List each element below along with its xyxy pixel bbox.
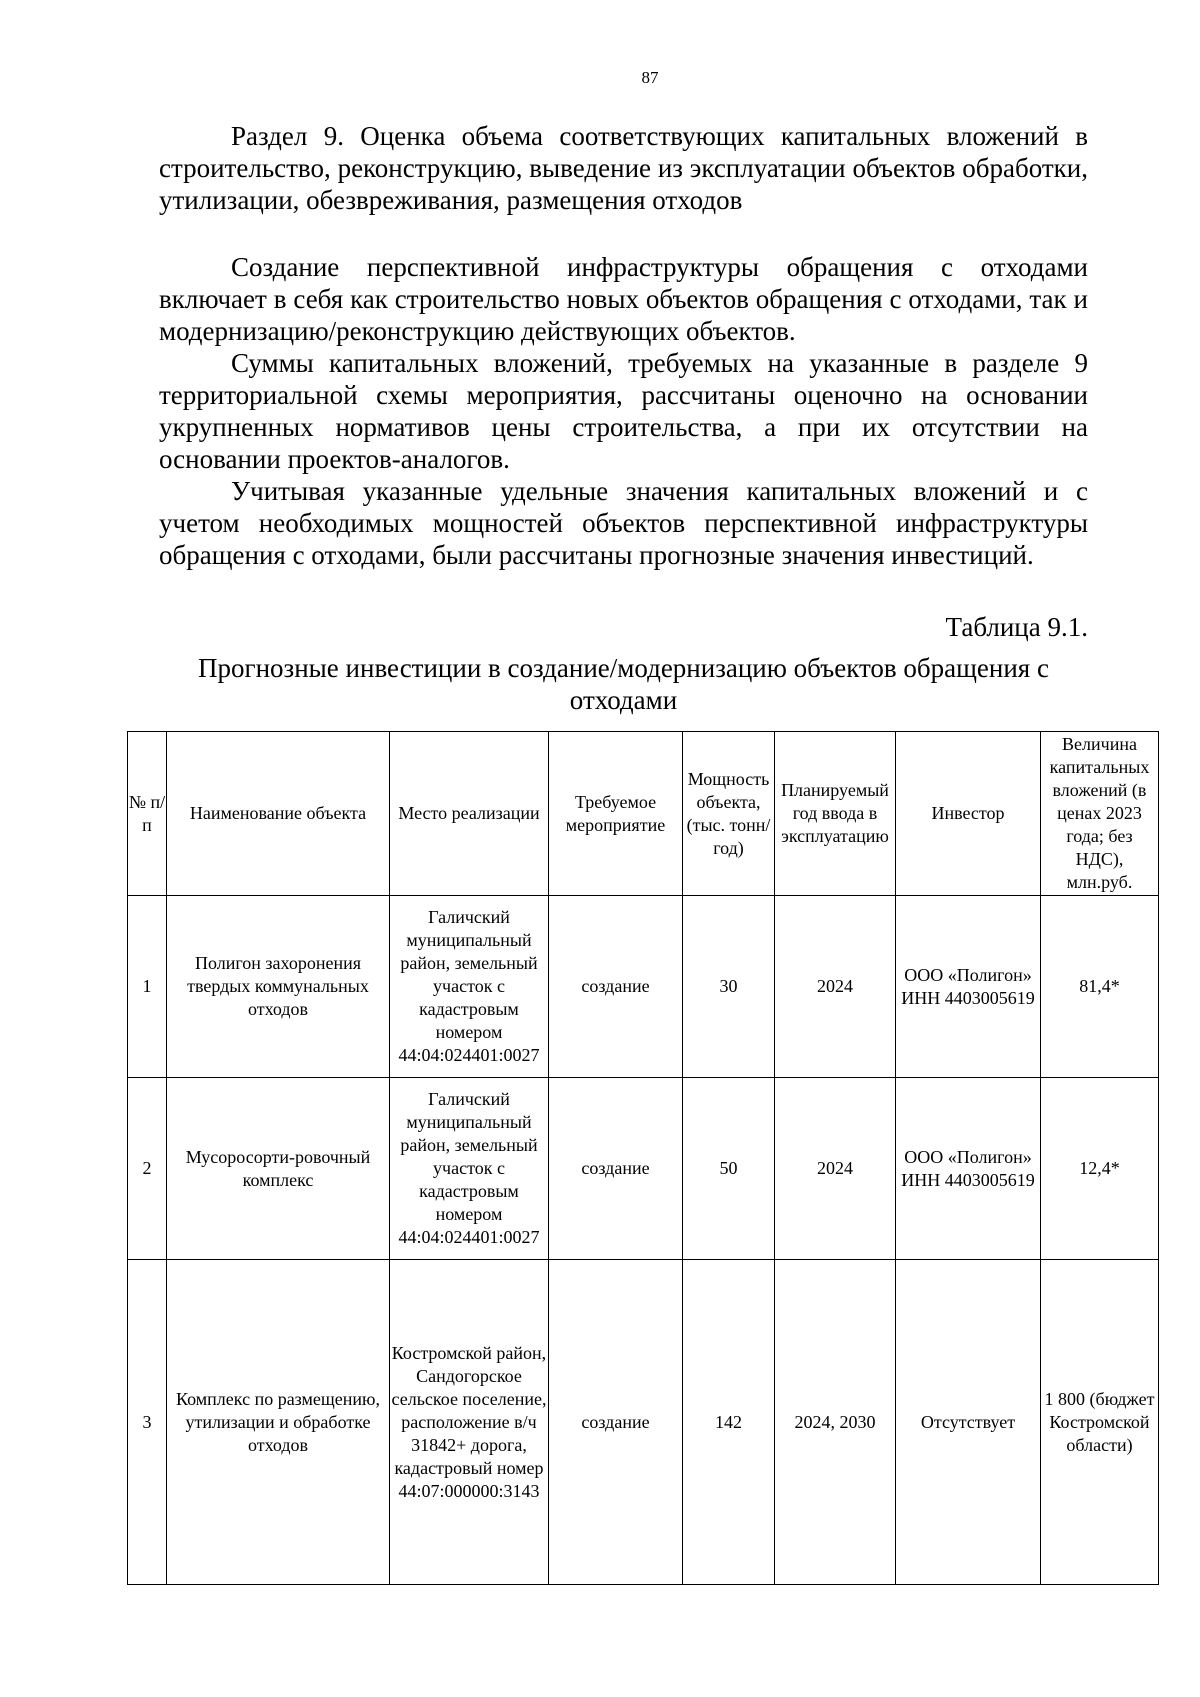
header-amount: Величина капитальных вложений (в ценах 2023 года; без НДС), млн.руб. [1041, 732, 1159, 896]
paragraph-1: Создание перспективной инфраструктуры обращения с отходами включает в себя как строительство новых объектов обращения с отходами, так и модернизацию/реконструкцию действующих объектов. [159, 252, 1088, 346]
cell-amount: 81,4* [1041, 896, 1159, 1078]
cell-amount: 12,4* [1041, 1078, 1159, 1260]
paragraph-3: Учитывая указанные удельные значения капитальных вложений и с учетом необходимых мощностей объектов перспективной инфраструктуры обращения с отходами, были рассчитаны прогнозные значения инвестиций. [159, 476, 1088, 570]
cell-investor: Отсутствует [896, 1260, 1041, 1585]
paragraph-2: Суммы капитальных вложений, требуемых на указанные в разделе 9 территориальной схемы мероприятия, рассчитаны оценочно на основании укрупненных нормативов цены строительства, а при их отсутствии на основании проектов-аналогов. [159, 348, 1088, 474]
table-row [128, 896, 1159, 1078]
table-header-row [128, 732, 1159, 896]
table-row [128, 1260, 1159, 1585]
cell-year: 2024 [775, 1078, 896, 1260]
cell-investor: ООО «Полигон» ИНН 4403005619 [896, 896, 1041, 1078]
header-num: № п/п [128, 732, 167, 896]
cell-investor: ООО «Полигон» ИНН 4403005619 [896, 1078, 1041, 1260]
page-number: 87 [641, 68, 659, 87]
cell-year: 2024, 2030 [775, 1260, 896, 1585]
cell-measure: создание [549, 1078, 683, 1260]
cell-capacity: 142 [683, 1260, 775, 1585]
cell-measure: создание [549, 1260, 683, 1585]
cell-measure: создание [549, 896, 683, 1078]
header-place: Место реализации [390, 732, 549, 896]
cell-place: Костромской район, Сандогорское сельское поселение, расположение в/ч 31842+ дорога, кадастровый номер 44:07:000000:3143 [390, 1260, 549, 1585]
cell-num: 1 [128, 896, 167, 1078]
cell-num: 2 [128, 1078, 167, 1260]
section-title: Раздел 9. Оценка объема соответствующих капитальных вложений в строительство, реконструкцию, выведение из эксплуатации объектов обработки, утилизации, обезвреживания, размещения отходов [159, 121, 1088, 215]
cell-amount: 1 800 (бюджет Костромской области) [1041, 1260, 1159, 1585]
header-name: Наименование объекта [167, 732, 390, 896]
header-year: Планируемый год ввода в эксплуатацию [775, 732, 896, 896]
cell-place: Галичский муниципальный район, земельный участок с кадастровым номером 44:04:024401:0027 [390, 896, 549, 1078]
body-text [159, 251, 1088, 571]
cell-place: Галичский муниципальный район, земельный участок с кадастровым номером 44:04:024401:0027 [390, 1078, 549, 1260]
investment-table [127, 731, 1159, 1585]
table-caption: Прогнозные инвестиции в создание/модернизацию объектов обращения с отходами [198, 653, 1049, 715]
table-row [128, 1078, 1159, 1260]
cell-capacity: 50 [683, 1078, 775, 1260]
cell-name: Полигон захоронения твердых коммунальных отходов [167, 896, 390, 1078]
cell-name: Мусоросорти-ровочный комплекс [167, 1078, 390, 1260]
cell-year: 2024 [775, 896, 896, 1078]
cell-num: 3 [128, 1260, 167, 1585]
table-number: Таблица 9.1. [945, 612, 1088, 642]
header-investor: Инвестор [896, 732, 1041, 896]
header-capacity: Мощность объекта, (тыс. тонн/год) [683, 732, 775, 896]
cell-capacity: 30 [683, 896, 775, 1078]
cell-name: Комплекс по размещению, утилизации и обработке отходов [167, 1260, 390, 1585]
header-measure: Требуемое мероприятие [549, 732, 683, 896]
